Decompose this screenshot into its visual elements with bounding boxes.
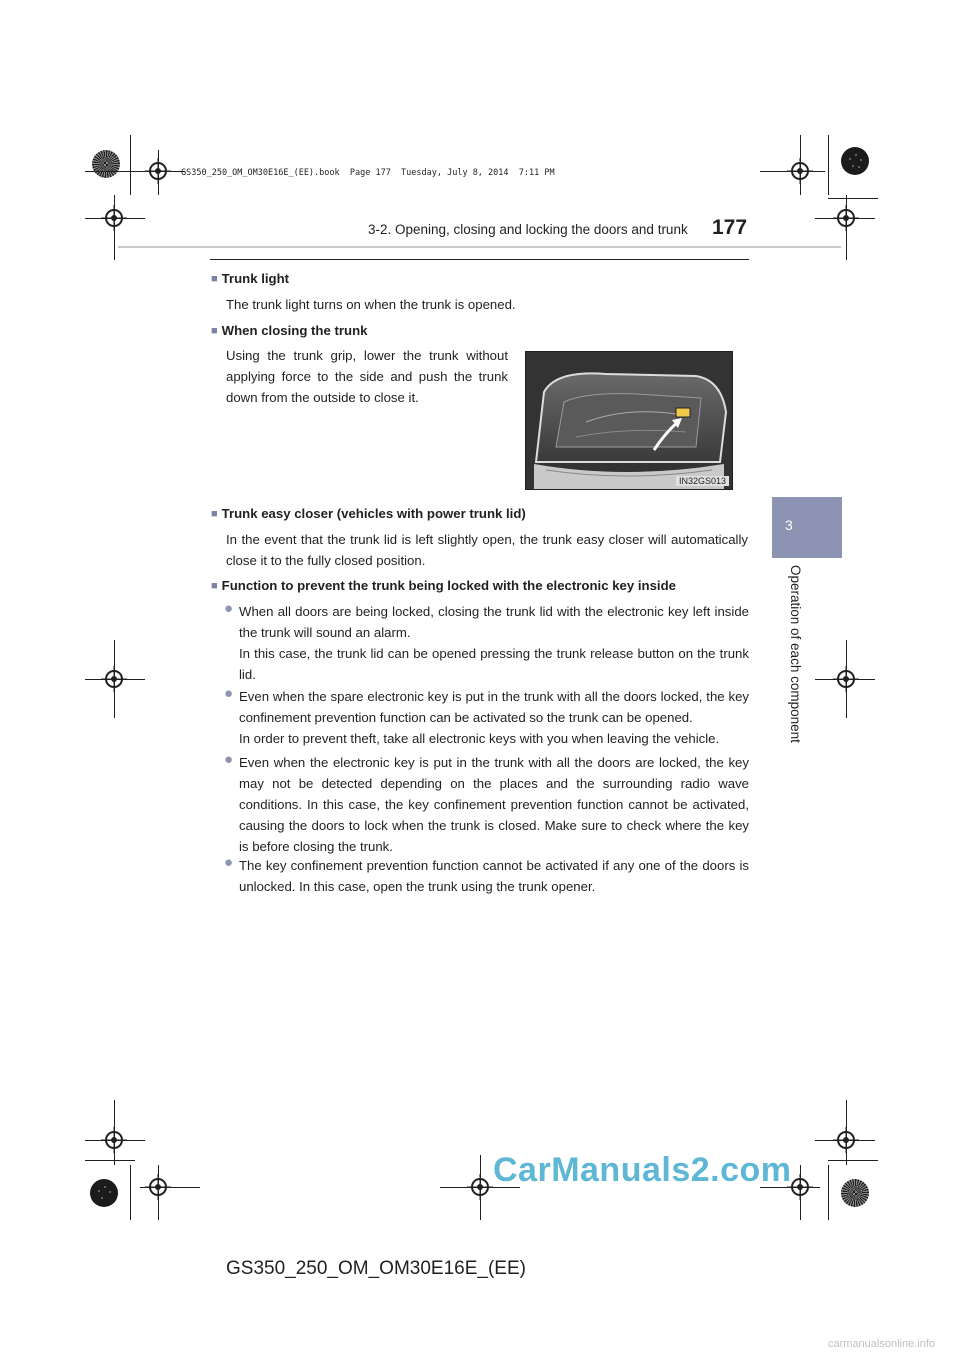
- page-number: 177: [712, 216, 748, 239]
- heading-text: When closing the trunk: [221, 323, 368, 338]
- crop-line: [828, 1165, 829, 1220]
- square-bullet-icon: ■: [211, 273, 218, 285]
- crop-line: [480, 1155, 481, 1220]
- crop-line: [140, 1187, 200, 1188]
- paragraph: The trunk light turns on when the trunk is opened.: [226, 297, 516, 312]
- crop-line: [815, 218, 875, 219]
- crop-line: [114, 1100, 115, 1165]
- crop-line: [846, 1100, 847, 1165]
- crop-line: [85, 1140, 145, 1141]
- crop-line: [846, 640, 847, 718]
- crop-line: [760, 171, 825, 172]
- figure-code: IN32GS013: [676, 476, 729, 486]
- header-gray-rule: [118, 246, 841, 248]
- crop-line: [828, 135, 829, 195]
- crop-line: [85, 679, 145, 680]
- square-bullet-icon: ■: [211, 580, 218, 592]
- crop-line: [130, 135, 131, 195]
- crop-line: [158, 1165, 159, 1220]
- trunk-interior-image: [526, 352, 732, 489]
- section-title: 3-2. Opening, closing and locking the doors and trunk: [368, 222, 688, 237]
- bullet-text: Even when the spare electronic key is put in the trunk with all the doors locked, the key confinement prevention function can be activated so the trunk can be opened.: [239, 689, 749, 725]
- square-bullet-icon: ■: [211, 508, 218, 520]
- bullet-text: In this case, the trunk lid can be opened pressing the trunk release button on the trunk lid.: [239, 646, 749, 682]
- heading-trunk-light: [211, 271, 289, 286]
- crop-line: [145, 171, 185, 172]
- crop-line: [114, 640, 115, 718]
- registration-burst-icon: [92, 150, 120, 178]
- paragraph: Using the trunk grip, lower the trunk without applying force to the side and push the trunk down from the outside to close it.: [226, 348, 508, 405]
- circle-bullet-icon: ●: [224, 751, 234, 768]
- registration-dot-icon: [841, 147, 869, 175]
- crop-line: [130, 1165, 131, 1220]
- bullet-text: When all doors are being locked, closing the trunk lid with the electronic key left inside the trunk will sound an alarm.: [239, 604, 749, 640]
- crop-line: [800, 135, 801, 195]
- print-info-line: GS350_250_OM_OM30E16E_(EE).book Page 177 Tuesday, July 8, 2014 7:11 PM: [181, 168, 555, 178]
- chapter-tab: [772, 497, 842, 558]
- heading-text: Trunk light: [221, 271, 290, 286]
- paragraph: In the event that the trunk lid is left slightly open, the trunk easy closer will automatically close it to the fully closed position.: [226, 532, 748, 568]
- bullet-text: Even when the electronic key is put in the trunk with all the doors are locked, the key may not be detected depending on the places and the surrounding radio wave conditions. In this case, the key confinement prevention function cannot be activated, causing the doors to lock when the trunk is closed. Make sure to check where the key is before closing the trunk.: [239, 755, 749, 854]
- circle-bullet-icon: ●: [224, 854, 234, 871]
- site-watermark: carmanualsonline.info: [828, 1338, 936, 1350]
- registration-dot-icon: [90, 1179, 118, 1207]
- trunk-lid-illustration: [525, 351, 733, 490]
- heading-text: Trunk easy closer (vehicles with power trunk lid): [221, 506, 526, 521]
- watermark-logo: CarManuals2.com: [493, 1151, 792, 1189]
- document-code: GS350_250_OM_OM30E16E_(EE): [226, 1258, 526, 1279]
- heading-key-inside: [211, 578, 676, 593]
- chapter-number: 3: [785, 517, 793, 533]
- crop-line: [815, 1140, 875, 1141]
- crop-line: [828, 198, 878, 199]
- chapter-label: Operation of each component: [788, 565, 803, 743]
- heading-closing-trunk: [211, 323, 367, 338]
- crop-line: [85, 1160, 135, 1161]
- crop-line: [114, 195, 115, 260]
- header-rule: [210, 259, 749, 260]
- crop-line: [815, 679, 875, 680]
- crop-line: [846, 195, 847, 260]
- crop-line: [828, 1160, 878, 1161]
- heading-easy-closer: [211, 506, 526, 521]
- circle-bullet-icon: ●: [224, 600, 234, 617]
- circle-bullet-icon: ●: [224, 685, 234, 702]
- heading-text: Function to prevent the trunk being locked with the electronic key inside: [221, 578, 676, 593]
- crop-line: [158, 150, 159, 195]
- bullet-text: The key confinement prevention function cannot be activated if any one of the doors is unlocked. In this case, open the trunk using the trunk opener.: [239, 858, 749, 894]
- crop-line: [85, 218, 145, 219]
- crop-line: [800, 1165, 801, 1220]
- square-bullet-icon: ■: [211, 325, 218, 337]
- registration-burst-icon: [841, 1179, 869, 1207]
- bullet-text: In order to prevent theft, take all electronic keys with you when leaving the vehicle.: [239, 731, 720, 746]
